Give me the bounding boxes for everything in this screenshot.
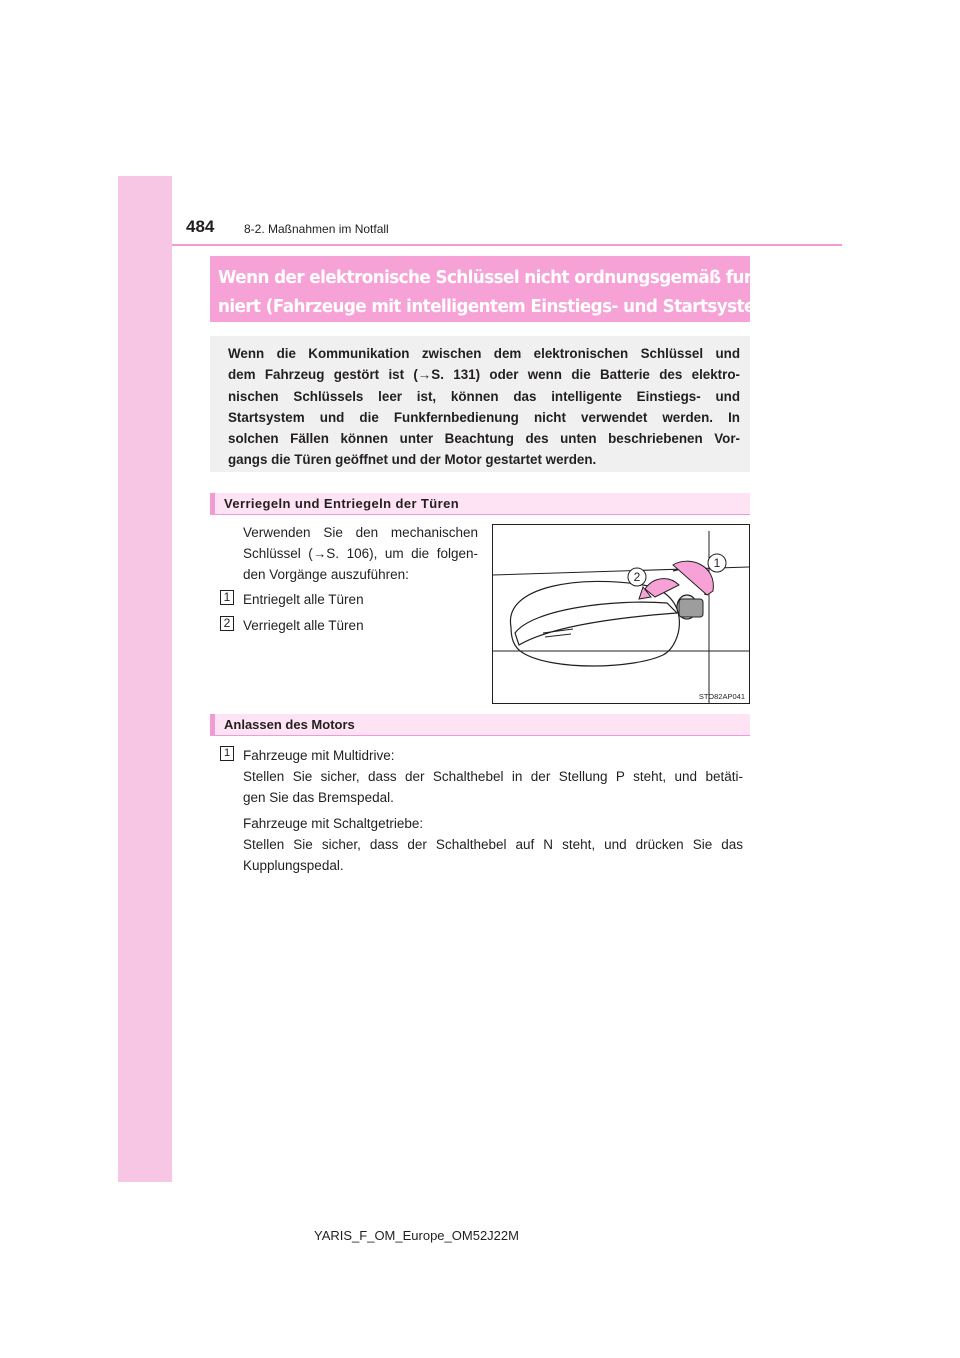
- door-handle-illustration: [492, 524, 750, 704]
- doors-text-line: Verwenden Sie den mechanischen: [243, 525, 478, 540]
- subheading-accent-bar: [210, 493, 215, 514]
- intro-line: dem Fahrzeug gestört ist (→S. 131) oder wenn die Batterie des elektro-: [228, 367, 740, 383]
- multidrive-text-line: Stellen Sie sicher, dass der Schalthebel in der Stellung P steht, und betäti-: [243, 769, 743, 784]
- intro-box: [210, 336, 750, 472]
- intro-line: solchen Fällen können unter Beachtung des unten beschriebenen Vor-: [228, 431, 740, 447]
- step-number-badge: 1: [220, 746, 234, 761]
- intro-line: Wenn die Kommunikation zwischen dem elektronischen Schlüssel und: [228, 346, 740, 361]
- intro-line: Startsystem und die Funkfernbedienung nicht verwendet werden. In: [228, 409, 740, 425]
- manual-text-line: Stellen Sie sicher, dass der Schalthebel auf N steht, und drücken Sie das: [243, 837, 743, 852]
- subheading-accent-bar: [210, 714, 215, 735]
- figure-id: STO82AP041: [698, 692, 745, 701]
- intro-line: gangs die Türen geöffnet und der Motor gestartet werden.: [228, 452, 597, 468]
- door-handle-grip: [515, 602, 677, 645]
- unlock-arrow-icon: [673, 561, 713, 595]
- page-title-line-2: niert (Fahrzeuge mit intelligentem Einstiegs- und Startsystem): [218, 296, 779, 317]
- intro-line: nischen Schlüssels leer ist, können das intelligente Einstiegs- und: [228, 388, 740, 404]
- mechanical-key: [679, 599, 703, 617]
- step-lock-label: Verriegelt alle Türen: [243, 618, 364, 633]
- multidrive-label: Fahrzeuge mit Multidrive:: [243, 748, 395, 763]
- page-title-box: [210, 256, 796, 322]
- chapter-sidebar-tab: [118, 176, 172, 1182]
- section-breadcrumb: 8-2. Maßnahmen im Notfall: [244, 222, 389, 236]
- header-divider: [172, 244, 842, 246]
- doors-text-line: den Vorgänge auszuführen:: [243, 567, 409, 582]
- step-number-badge: 2: [220, 616, 234, 631]
- step-number-badge: 1: [220, 590, 234, 605]
- doors-text-line: Schlüssel (→S. 106), um die folgen-: [243, 546, 478, 561]
- callout-label-1: 1: [713, 556, 721, 570]
- page-title-line-1: Wenn der elektronische Schlüssel nicht ordnungsgemäß funktio-: [218, 267, 796, 288]
- manual-label: Fahrzeuge mit Schaltgetriebe:: [243, 816, 424, 831]
- subheading-engine-text: Anlassen des Motors: [224, 717, 355, 732]
- footer-document-id: YARIS_F_OM_Europe_OM52J22M: [314, 1228, 519, 1243]
- callout-label-2: 2: [633, 570, 641, 584]
- subheading-engine: [210, 714, 750, 736]
- subheading-doors: [210, 493, 750, 515]
- subheading-doors-text: Verriegeln und Entriegeln der Türen: [224, 496, 460, 511]
- step-unlock-label: Entriegelt alle Türen: [243, 592, 364, 607]
- door-handle-drawing: [493, 525, 749, 703]
- lock-arrow-icon: [645, 579, 679, 597]
- handle-detail-line: [545, 634, 571, 637]
- multidrive-text-line: gen Sie das Bremspedal.: [243, 790, 394, 805]
- manual-text-line: Kupplungspedal.: [243, 858, 344, 873]
- page-number: 484: [186, 217, 215, 236]
